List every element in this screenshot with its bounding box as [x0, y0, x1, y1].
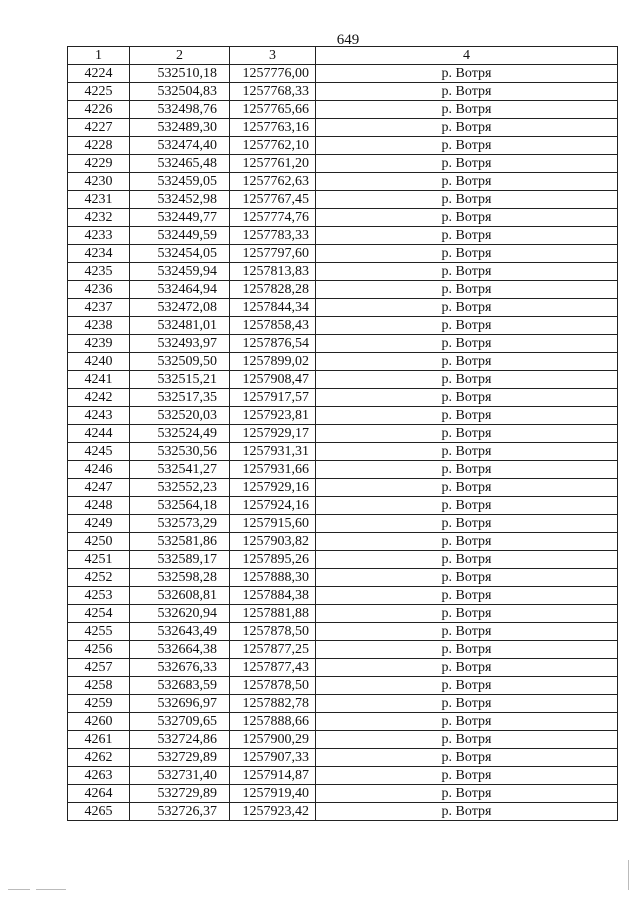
point-number-cell: 4249 — [68, 515, 130, 533]
y-coordinate-cell: 1257900,29 — [230, 731, 316, 749]
point-number-cell: 4227 — [68, 119, 130, 137]
y-coordinate-cell: 1257929,16 — [230, 479, 316, 497]
x-coordinate-cell: 532449,59 — [130, 227, 230, 245]
point-number-cell: 4228 — [68, 137, 130, 155]
object-name-cell: р. Вотря — [316, 659, 618, 677]
x-coordinate-cell: 532564,18 — [130, 497, 230, 515]
table-row — [68, 749, 618, 767]
point-number-cell: 4258 — [68, 677, 130, 695]
table-row — [68, 173, 618, 191]
y-coordinate-cell: 1257878,50 — [230, 677, 316, 695]
object-name-cell: р. Вотря — [316, 407, 618, 425]
x-coordinate-cell: 532465,48 — [130, 155, 230, 173]
x-coordinate-cell: 532683,59 — [130, 677, 230, 695]
table-row — [68, 659, 618, 677]
table-row — [68, 245, 618, 263]
point-number-cell: 4238 — [68, 317, 130, 335]
column-header-2: 2 — [130, 47, 230, 65]
x-coordinate-cell: 532589,17 — [130, 551, 230, 569]
x-coordinate-cell: 532729,89 — [130, 749, 230, 767]
point-number-cell: 4263 — [68, 767, 130, 785]
point-number-cell: 4245 — [68, 443, 130, 461]
x-coordinate-cell: 532676,33 — [130, 659, 230, 677]
y-coordinate-cell: 1257923,42 — [230, 803, 316, 821]
table-row — [68, 479, 618, 497]
y-coordinate-cell: 1257908,47 — [230, 371, 316, 389]
point-number-cell: 4261 — [68, 731, 130, 749]
object-name-cell: р. Вотря — [316, 605, 618, 623]
object-name-cell: р. Вотря — [316, 479, 618, 497]
y-coordinate-cell: 1257878,50 — [230, 623, 316, 641]
table-row — [68, 497, 618, 515]
y-coordinate-cell: 1257931,66 — [230, 461, 316, 479]
x-coordinate-cell: 532459,05 — [130, 173, 230, 191]
object-name-cell: р. Вотря — [316, 137, 618, 155]
point-number-cell: 4248 — [68, 497, 130, 515]
table-row — [68, 461, 618, 479]
table-row — [68, 389, 618, 407]
y-coordinate-cell: 1257899,02 — [230, 353, 316, 371]
table-row — [68, 137, 618, 155]
object-name-cell: р. Вотря — [316, 353, 618, 371]
x-coordinate-cell: 532620,94 — [130, 605, 230, 623]
object-name-cell: р. Вотря — [316, 101, 618, 119]
table-body — [68, 65, 618, 821]
object-name-cell: р. Вотря — [316, 767, 618, 785]
point-number-cell: 4234 — [68, 245, 130, 263]
object-name-cell: р. Вотря — [316, 371, 618, 389]
object-name-cell: р. Вотря — [316, 785, 618, 803]
x-coordinate-cell: 532474,40 — [130, 137, 230, 155]
table-row — [68, 317, 618, 335]
table-row — [68, 227, 618, 245]
table-row — [68, 605, 618, 623]
object-name-cell: р. Вотря — [316, 803, 618, 821]
x-coordinate-cell: 532709,65 — [130, 713, 230, 731]
point-number-cell: 4244 — [68, 425, 130, 443]
x-coordinate-cell: 532598,28 — [130, 569, 230, 587]
object-name-cell: р. Вотря — [316, 317, 618, 335]
column-header-4: 4 — [316, 47, 618, 65]
y-coordinate-cell: 1257917,57 — [230, 389, 316, 407]
table-row — [68, 677, 618, 695]
object-name-cell: р. Вотря — [316, 209, 618, 227]
object-name-cell: р. Вотря — [316, 263, 618, 281]
x-coordinate-cell: 532472,08 — [130, 299, 230, 317]
table-row — [68, 767, 618, 785]
point-number-cell: 4229 — [68, 155, 130, 173]
y-coordinate-cell: 1257828,28 — [230, 281, 316, 299]
object-name-cell: р. Вотря — [316, 335, 618, 353]
x-coordinate-cell: 532481,01 — [130, 317, 230, 335]
y-coordinate-cell: 1257881,88 — [230, 605, 316, 623]
y-coordinate-cell: 1257763,16 — [230, 119, 316, 137]
object-name-cell: р. Вотря — [316, 389, 618, 407]
table-row — [68, 191, 618, 209]
point-number-cell: 4256 — [68, 641, 130, 659]
point-number-cell: 4257 — [68, 659, 130, 677]
x-coordinate-cell: 532464,94 — [130, 281, 230, 299]
table-row — [68, 515, 618, 533]
column-header-1: 1 — [68, 47, 130, 65]
point-number-cell: 4254 — [68, 605, 130, 623]
point-number-cell: 4226 — [68, 101, 130, 119]
table-row — [68, 551, 618, 569]
object-name-cell: р. Вотря — [316, 749, 618, 767]
point-number-cell: 4235 — [68, 263, 130, 281]
object-name-cell: р. Вотря — [316, 425, 618, 443]
object-name-cell: р. Вотря — [316, 173, 618, 191]
object-name-cell: р. Вотря — [316, 497, 618, 515]
point-number-cell: 4251 — [68, 551, 130, 569]
object-name-cell: р. Вотря — [316, 227, 618, 245]
y-coordinate-cell: 1257877,25 — [230, 641, 316, 659]
y-coordinate-cell: 1257915,60 — [230, 515, 316, 533]
table-row — [68, 695, 618, 713]
point-number-cell: 4255 — [68, 623, 130, 641]
point-number-cell: 4241 — [68, 371, 130, 389]
y-coordinate-cell: 1257797,60 — [230, 245, 316, 263]
point-number-cell: 4262 — [68, 749, 130, 767]
point-number-cell: 4242 — [68, 389, 130, 407]
object-name-cell: р. Вотря — [316, 119, 618, 137]
y-coordinate-cell: 1257888,30 — [230, 569, 316, 587]
point-number-cell: 4260 — [68, 713, 130, 731]
x-coordinate-cell: 532530,56 — [130, 443, 230, 461]
point-number-cell: 4231 — [68, 191, 130, 209]
x-coordinate-cell: 532452,98 — [130, 191, 230, 209]
y-coordinate-cell: 1257882,78 — [230, 695, 316, 713]
object-name-cell: р. Вотря — [316, 587, 618, 605]
y-coordinate-cell: 1257762,10 — [230, 137, 316, 155]
table-header-row — [68, 47, 618, 65]
table-row — [68, 83, 618, 101]
table-row — [68, 65, 618, 83]
x-coordinate-cell: 532729,89 — [130, 785, 230, 803]
table-row — [68, 263, 618, 281]
y-coordinate-cell: 1257907,33 — [230, 749, 316, 767]
y-coordinate-cell: 1257903,82 — [230, 533, 316, 551]
y-coordinate-cell: 1257844,34 — [230, 299, 316, 317]
object-name-cell: р. Вотря — [316, 155, 618, 173]
scan-artifact — [36, 889, 66, 890]
object-name-cell: р. Вотря — [316, 623, 618, 641]
x-coordinate-cell: 532573,29 — [130, 515, 230, 533]
y-coordinate-cell: 1257767,45 — [230, 191, 316, 209]
table-row — [68, 101, 618, 119]
point-number-cell: 4239 — [68, 335, 130, 353]
x-coordinate-cell: 532696,97 — [130, 695, 230, 713]
y-coordinate-cell: 1257858,43 — [230, 317, 316, 335]
table-row — [68, 353, 618, 371]
y-coordinate-cell: 1257877,43 — [230, 659, 316, 677]
object-name-cell: р. Вотря — [316, 245, 618, 263]
y-coordinate-cell: 1257876,54 — [230, 335, 316, 353]
y-coordinate-cell: 1257776,00 — [230, 65, 316, 83]
y-coordinate-cell: 1257924,16 — [230, 497, 316, 515]
object-name-cell: р. Вотря — [316, 641, 618, 659]
point-number-cell: 4237 — [68, 299, 130, 317]
point-number-cell: 4243 — [68, 407, 130, 425]
coordinates-table — [67, 46, 618, 821]
object-name-cell: р. Вотря — [316, 713, 618, 731]
table-row — [68, 119, 618, 137]
object-name-cell: р. Вотря — [316, 515, 618, 533]
point-number-cell: 4252 — [68, 569, 130, 587]
table-row — [68, 713, 618, 731]
table-row — [68, 281, 618, 299]
y-coordinate-cell: 1257919,40 — [230, 785, 316, 803]
point-number-cell: 4230 — [68, 173, 130, 191]
object-name-cell: р. Вотря — [316, 83, 618, 101]
scan-artifact — [628, 860, 629, 890]
scan-artifact — [8, 889, 30, 890]
point-number-cell: 4224 — [68, 65, 130, 83]
table-row — [68, 803, 618, 821]
y-coordinate-cell: 1257774,76 — [230, 209, 316, 227]
x-coordinate-cell: 532524,49 — [130, 425, 230, 443]
table-row — [68, 299, 618, 317]
x-coordinate-cell: 532552,23 — [130, 479, 230, 497]
table-row — [68, 443, 618, 461]
table-row — [68, 731, 618, 749]
object-name-cell: р. Вотря — [316, 281, 618, 299]
x-coordinate-cell: 532509,50 — [130, 353, 230, 371]
x-coordinate-cell: 532643,49 — [130, 623, 230, 641]
object-name-cell: р. Вотря — [316, 695, 618, 713]
object-name-cell: р. Вотря — [316, 461, 618, 479]
table-row — [68, 533, 618, 551]
object-name-cell: р. Вотря — [316, 65, 618, 83]
page-number: 649 — [336, 32, 360, 48]
x-coordinate-cell: 532504,83 — [130, 83, 230, 101]
table-row — [68, 623, 618, 641]
table-row — [68, 155, 618, 173]
x-coordinate-cell: 532726,37 — [130, 803, 230, 821]
x-coordinate-cell: 532724,86 — [130, 731, 230, 749]
table-row — [68, 335, 618, 353]
point-number-cell: 4265 — [68, 803, 130, 821]
x-coordinate-cell: 532581,86 — [130, 533, 230, 551]
y-coordinate-cell: 1257888,66 — [230, 713, 316, 731]
object-name-cell: р. Вотря — [316, 443, 618, 461]
x-coordinate-cell: 532489,30 — [130, 119, 230, 137]
y-coordinate-cell: 1257923,81 — [230, 407, 316, 425]
table-row — [68, 785, 618, 803]
x-coordinate-cell: 532520,03 — [130, 407, 230, 425]
y-coordinate-cell: 1257768,33 — [230, 83, 316, 101]
y-coordinate-cell: 1257762,63 — [230, 173, 316, 191]
x-coordinate-cell: 532510,18 — [130, 65, 230, 83]
object-name-cell: р. Вотря — [316, 677, 618, 695]
x-coordinate-cell: 532517,35 — [130, 389, 230, 407]
x-coordinate-cell: 532541,27 — [130, 461, 230, 479]
point-number-cell: 4247 — [68, 479, 130, 497]
point-number-cell: 4236 — [68, 281, 130, 299]
point-number-cell: 4240 — [68, 353, 130, 371]
y-coordinate-cell: 1257931,31 — [230, 443, 316, 461]
table-row — [68, 371, 618, 389]
x-coordinate-cell: 532459,94 — [130, 263, 230, 281]
table-row — [68, 587, 618, 605]
object-name-cell: р. Вотря — [316, 191, 618, 209]
column-header-3: 3 — [230, 47, 316, 65]
y-coordinate-cell: 1257929,17 — [230, 425, 316, 443]
point-number-cell: 4250 — [68, 533, 130, 551]
point-number-cell: 4232 — [68, 209, 130, 227]
x-coordinate-cell: 532454,05 — [130, 245, 230, 263]
x-coordinate-cell: 532515,21 — [130, 371, 230, 389]
x-coordinate-cell: 532608,81 — [130, 587, 230, 605]
x-coordinate-cell: 532664,38 — [130, 641, 230, 659]
object-name-cell: р. Вотря — [316, 299, 618, 317]
object-name-cell: р. Вотря — [316, 551, 618, 569]
y-coordinate-cell: 1257813,83 — [230, 263, 316, 281]
point-number-cell: 4233 — [68, 227, 130, 245]
object-name-cell: р. Вотря — [316, 569, 618, 587]
table-row — [68, 407, 618, 425]
y-coordinate-cell: 1257914,87 — [230, 767, 316, 785]
table-row — [68, 569, 618, 587]
x-coordinate-cell: 532449,77 — [130, 209, 230, 227]
object-name-cell: р. Вотря — [316, 731, 618, 749]
table-row — [68, 641, 618, 659]
x-coordinate-cell: 532498,76 — [130, 101, 230, 119]
y-coordinate-cell: 1257884,38 — [230, 587, 316, 605]
point-number-cell: 4259 — [68, 695, 130, 713]
y-coordinate-cell: 1257783,33 — [230, 227, 316, 245]
point-number-cell: 4246 — [68, 461, 130, 479]
y-coordinate-cell: 1257761,20 — [230, 155, 316, 173]
x-coordinate-cell: 532493,97 — [130, 335, 230, 353]
point-number-cell: 4264 — [68, 785, 130, 803]
object-name-cell: р. Вотря — [316, 533, 618, 551]
table-row — [68, 425, 618, 443]
y-coordinate-cell: 1257895,26 — [230, 551, 316, 569]
y-coordinate-cell: 1257765,66 — [230, 101, 316, 119]
x-coordinate-cell: 532731,40 — [130, 767, 230, 785]
table-row — [68, 209, 618, 227]
point-number-cell: 4253 — [68, 587, 130, 605]
point-number-cell: 4225 — [68, 83, 130, 101]
